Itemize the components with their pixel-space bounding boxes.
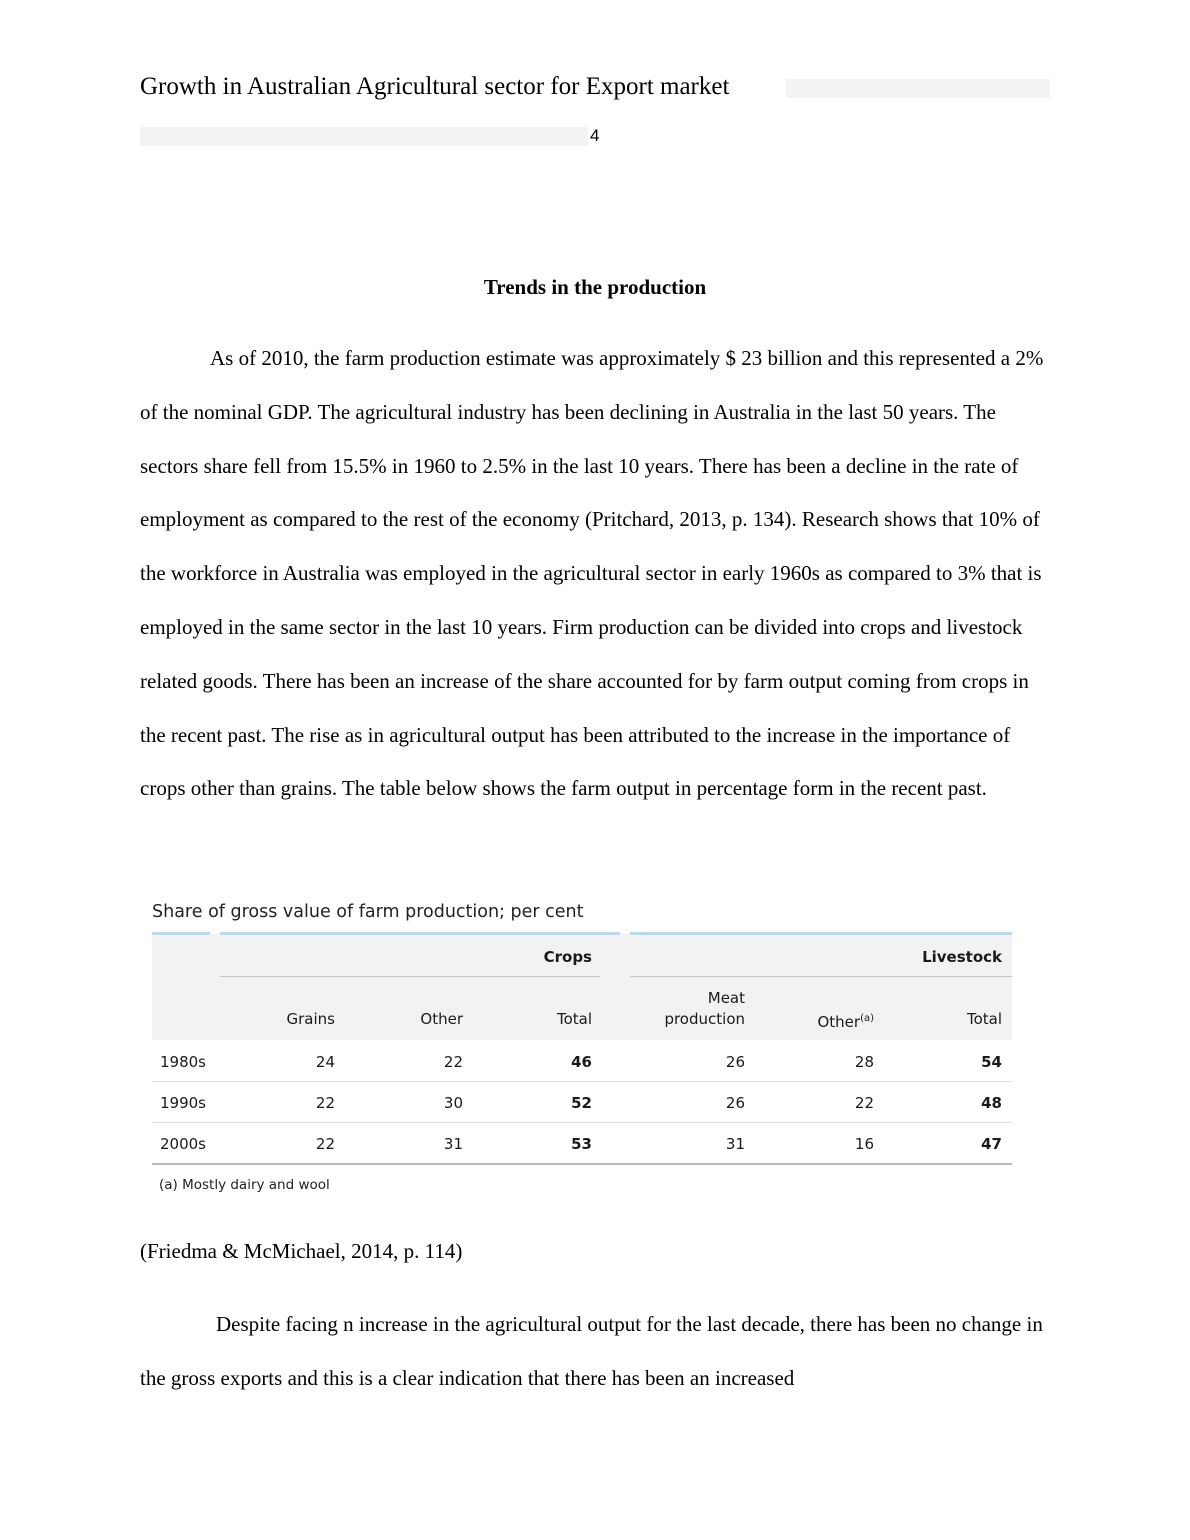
col-header-grains: Grains [286, 1010, 335, 1028]
col-header-meat-line2: production [664, 1010, 745, 1028]
cell-other: 30 [443, 1094, 463, 1112]
row-period-1990s: 1990s [160, 1094, 206, 1112]
cell-crops-total: 53 [571, 1135, 592, 1153]
table-row-divider [152, 1122, 1012, 1123]
cell-livestock-total: 48 [981, 1094, 1002, 1112]
cell-meat: 31 [725, 1135, 745, 1153]
farm-production-table-figure [150, 898, 1012, 1204]
table-row-divider [152, 1081, 1012, 1082]
cell-livestock-total: 54 [981, 1053, 1002, 1071]
group-header-livestock: Livestock [922, 948, 1002, 966]
row-period-1980s: 1980s [160, 1053, 206, 1071]
table-footnote: (a) Mostly dairy and wool [159, 1177, 330, 1193]
cell-crops-total: 52 [571, 1094, 592, 1112]
cell-grains: 24 [315, 1053, 335, 1071]
group-header-crops: Crops [543, 948, 592, 966]
table-top-rule-crops [220, 932, 620, 935]
cell-other-livestock: 16 [854, 1135, 874, 1153]
livestock-group-underline [630, 976, 1012, 977]
page-number: 4 [590, 126, 600, 145]
body-paragraph-1: As of 2010, the farm production estimate was approximately $ 23 billion and this represented a 2% of the nominal GDP. The agricultural industry has been declining in Australia in the last 50 years. The sectors share fell from 15.5% in 1960 to 2.5% in the last 10 years. There has been a decline in the rate of employment as compared to the rest of the economy (Pritchard, 2013, p. 134). Research shows that 10% of the workforce in Australia was employed in the agricultural sector in early 1960s as compared to 3% that is employed in the same sector in the last 10 years. Firm production can be divided into crops and livestock related goods. There has been an increase of the share accounted for by farm output coming from crops in the recent past. The rise as in agricultural output has been attributed to the increase in the importance of crops other than grains. The table below shows the farm output in percentage form in the recent past. [140, 346, 1044, 801]
col-header-other-livestock [817, 1010, 874, 1031]
table-top-rule-stub [152, 932, 210, 935]
table-caption: Share of gross value of farm production; per cent [152, 902, 584, 922]
crops-group-underline [220, 976, 600, 977]
cell-grains: 22 [315, 1135, 335, 1153]
table-top-rule-livestock [630, 932, 1012, 935]
col-header-other-livestock-footnote-ref: (a) [860, 1013, 874, 1024]
cell-other-livestock: 28 [854, 1053, 874, 1071]
cell-livestock-total: 47 [981, 1135, 1002, 1153]
body-paragraph-2: Despite facing n increase in the agricultural output for the last decade, there has been no change in the gross exports and this is a clear indication that there has been an increased [140, 1312, 1043, 1390]
cell-other: 31 [443, 1135, 463, 1153]
cell-meat: 26 [725, 1094, 745, 1112]
col-header-livestock-total: Total [966, 1010, 1002, 1028]
cell-grains: 22 [315, 1094, 335, 1112]
col-header-crops-total: Total [556, 1010, 592, 1028]
header-highlight-bar [786, 79, 1050, 98]
cell-crops-total: 46 [571, 1053, 592, 1071]
col-header-other: Other [420, 1010, 463, 1028]
col-header-other-livestock-label: Other [817, 1013, 861, 1031]
col-header-meat-line1: Meat [707, 989, 745, 1007]
table-bottom-rule [152, 1163, 1012, 1165]
section-heading: Trends in the production [483, 275, 707, 299]
cell-other: 22 [443, 1053, 463, 1071]
running-header-title: Growth in Australian Agricultural sector for Export market [140, 73, 730, 100]
row-period-2000s: 2000s [160, 1135, 206, 1153]
cell-other-livestock: 22 [854, 1094, 874, 1112]
page-number-highlight-bar [140, 127, 588, 146]
table-source-citation: (Friedma & McMichael, 2014, p. 114) [140, 1239, 463, 1263]
running-header [140, 70, 1050, 104]
cell-meat: 26 [725, 1053, 745, 1071]
